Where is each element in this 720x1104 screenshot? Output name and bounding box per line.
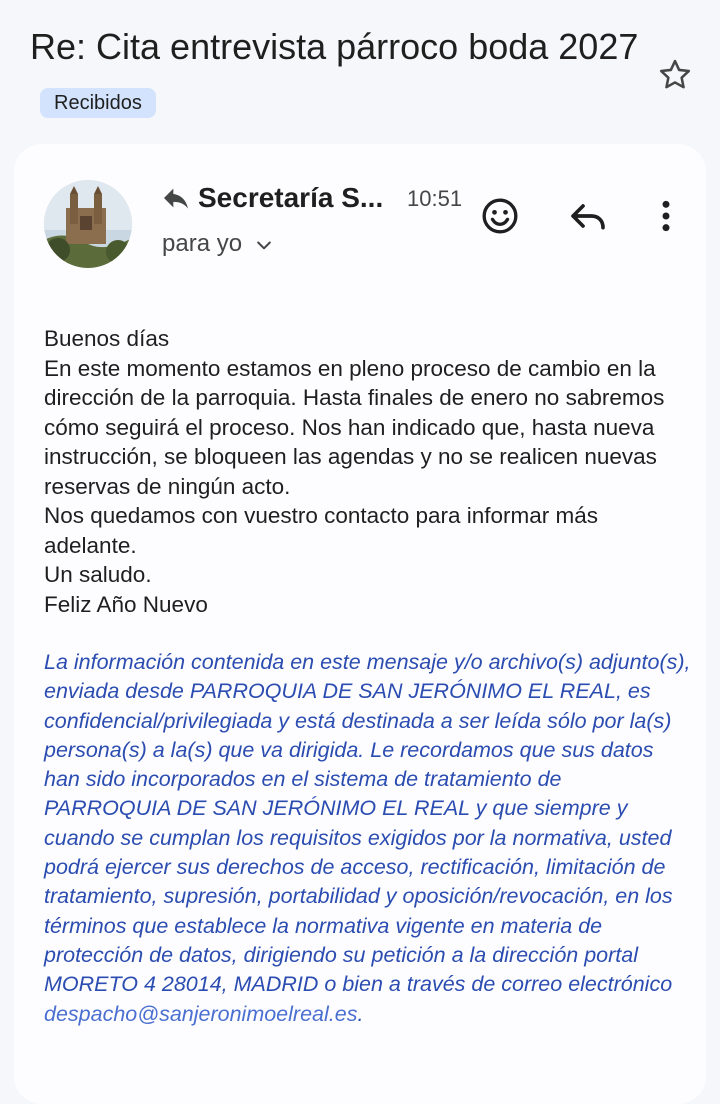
message-time: 10:51: [407, 186, 463, 211]
body-closing: Feliz Año Nuevo: [44, 591, 208, 617]
reply-button[interactable]: [566, 196, 610, 240]
email-subject: Re: Cita entrevista párroco boda 2027Recibidos: [30, 18, 650, 134]
disclaimer-text: La información contenida en este mensaje y/o archivo(s) adjunto(s), enviada desde PARROQUIA DE SAN JERÓNIMO EL REAL, es confidencial/privilegiada y está destinada a ser leída sólo por la(s) persona(s) a la(s) que va dirigida. Le recordamos que sus datos han sido incorporados en el sistema de tratamiento de PARROQUIA DE SAN JERÓNIMO EL REAL y que siempre y cuando se cumplan los requisitos exigidos por la normativa, usted podrá ejercer sus derechos de acceso, rectificación, limitación de tratamiento, supresión, portabilidad y oposición/revocación, en los términos que establece la normativa vigente en materia de protección de datos, dirigiendo su petición a la dirección portal MORETO 4 28014, MADRID o bien a través de correo electrónico: [44, 650, 691, 997]
message-body: [44, 324, 684, 619]
add-reaction-icon: [480, 196, 520, 241]
add-reaction-button[interactable]: [478, 196, 522, 240]
inbox-label-chip[interactable]: Recibidos: [40, 88, 156, 118]
more-options-button[interactable]: [644, 196, 688, 240]
body-closing: Un saludo.: [44, 562, 152, 587]
body-greeting: Buenos días: [44, 326, 170, 351]
body-paragraph: Nos quedamos con vuestro contacto para informar más adelante.: [44, 503, 599, 558]
recipient-label: para yo: [162, 230, 243, 257]
reply-icon: [568, 196, 608, 241]
reply-icon: [160, 182, 192, 214]
sender-name: Secretaría S...: [198, 182, 384, 213]
recipient-toggle[interactable]: [162, 230, 274, 258]
chevron-down-icon: [254, 234, 274, 254]
star-icon[interactable]: [656, 56, 694, 94]
sender-row[interactable]: [160, 176, 383, 220]
email-subject-header: [30, 18, 650, 134]
sender-avatar[interactable]: [44, 180, 132, 268]
body-paragraph: En este momento estamos en pleno proceso de cambio en la dirección de la parroquia. Hasta finales de enero no sabremos cómo seguirá el proceso. Nos han indicado que, hasta nueva instrucción, se bloqueen las agendas y no se realicen nuevas reservas de ningún acto.: [44, 355, 665, 499]
disclaimer-email-link[interactable]: despacho@sanjeronimoelreal.es: [44, 1001, 358, 1026]
disclaimer-period: .: [357, 1001, 364, 1026]
more-vert-icon: [646, 196, 686, 241]
legal-disclaimer: [44, 648, 694, 1029]
